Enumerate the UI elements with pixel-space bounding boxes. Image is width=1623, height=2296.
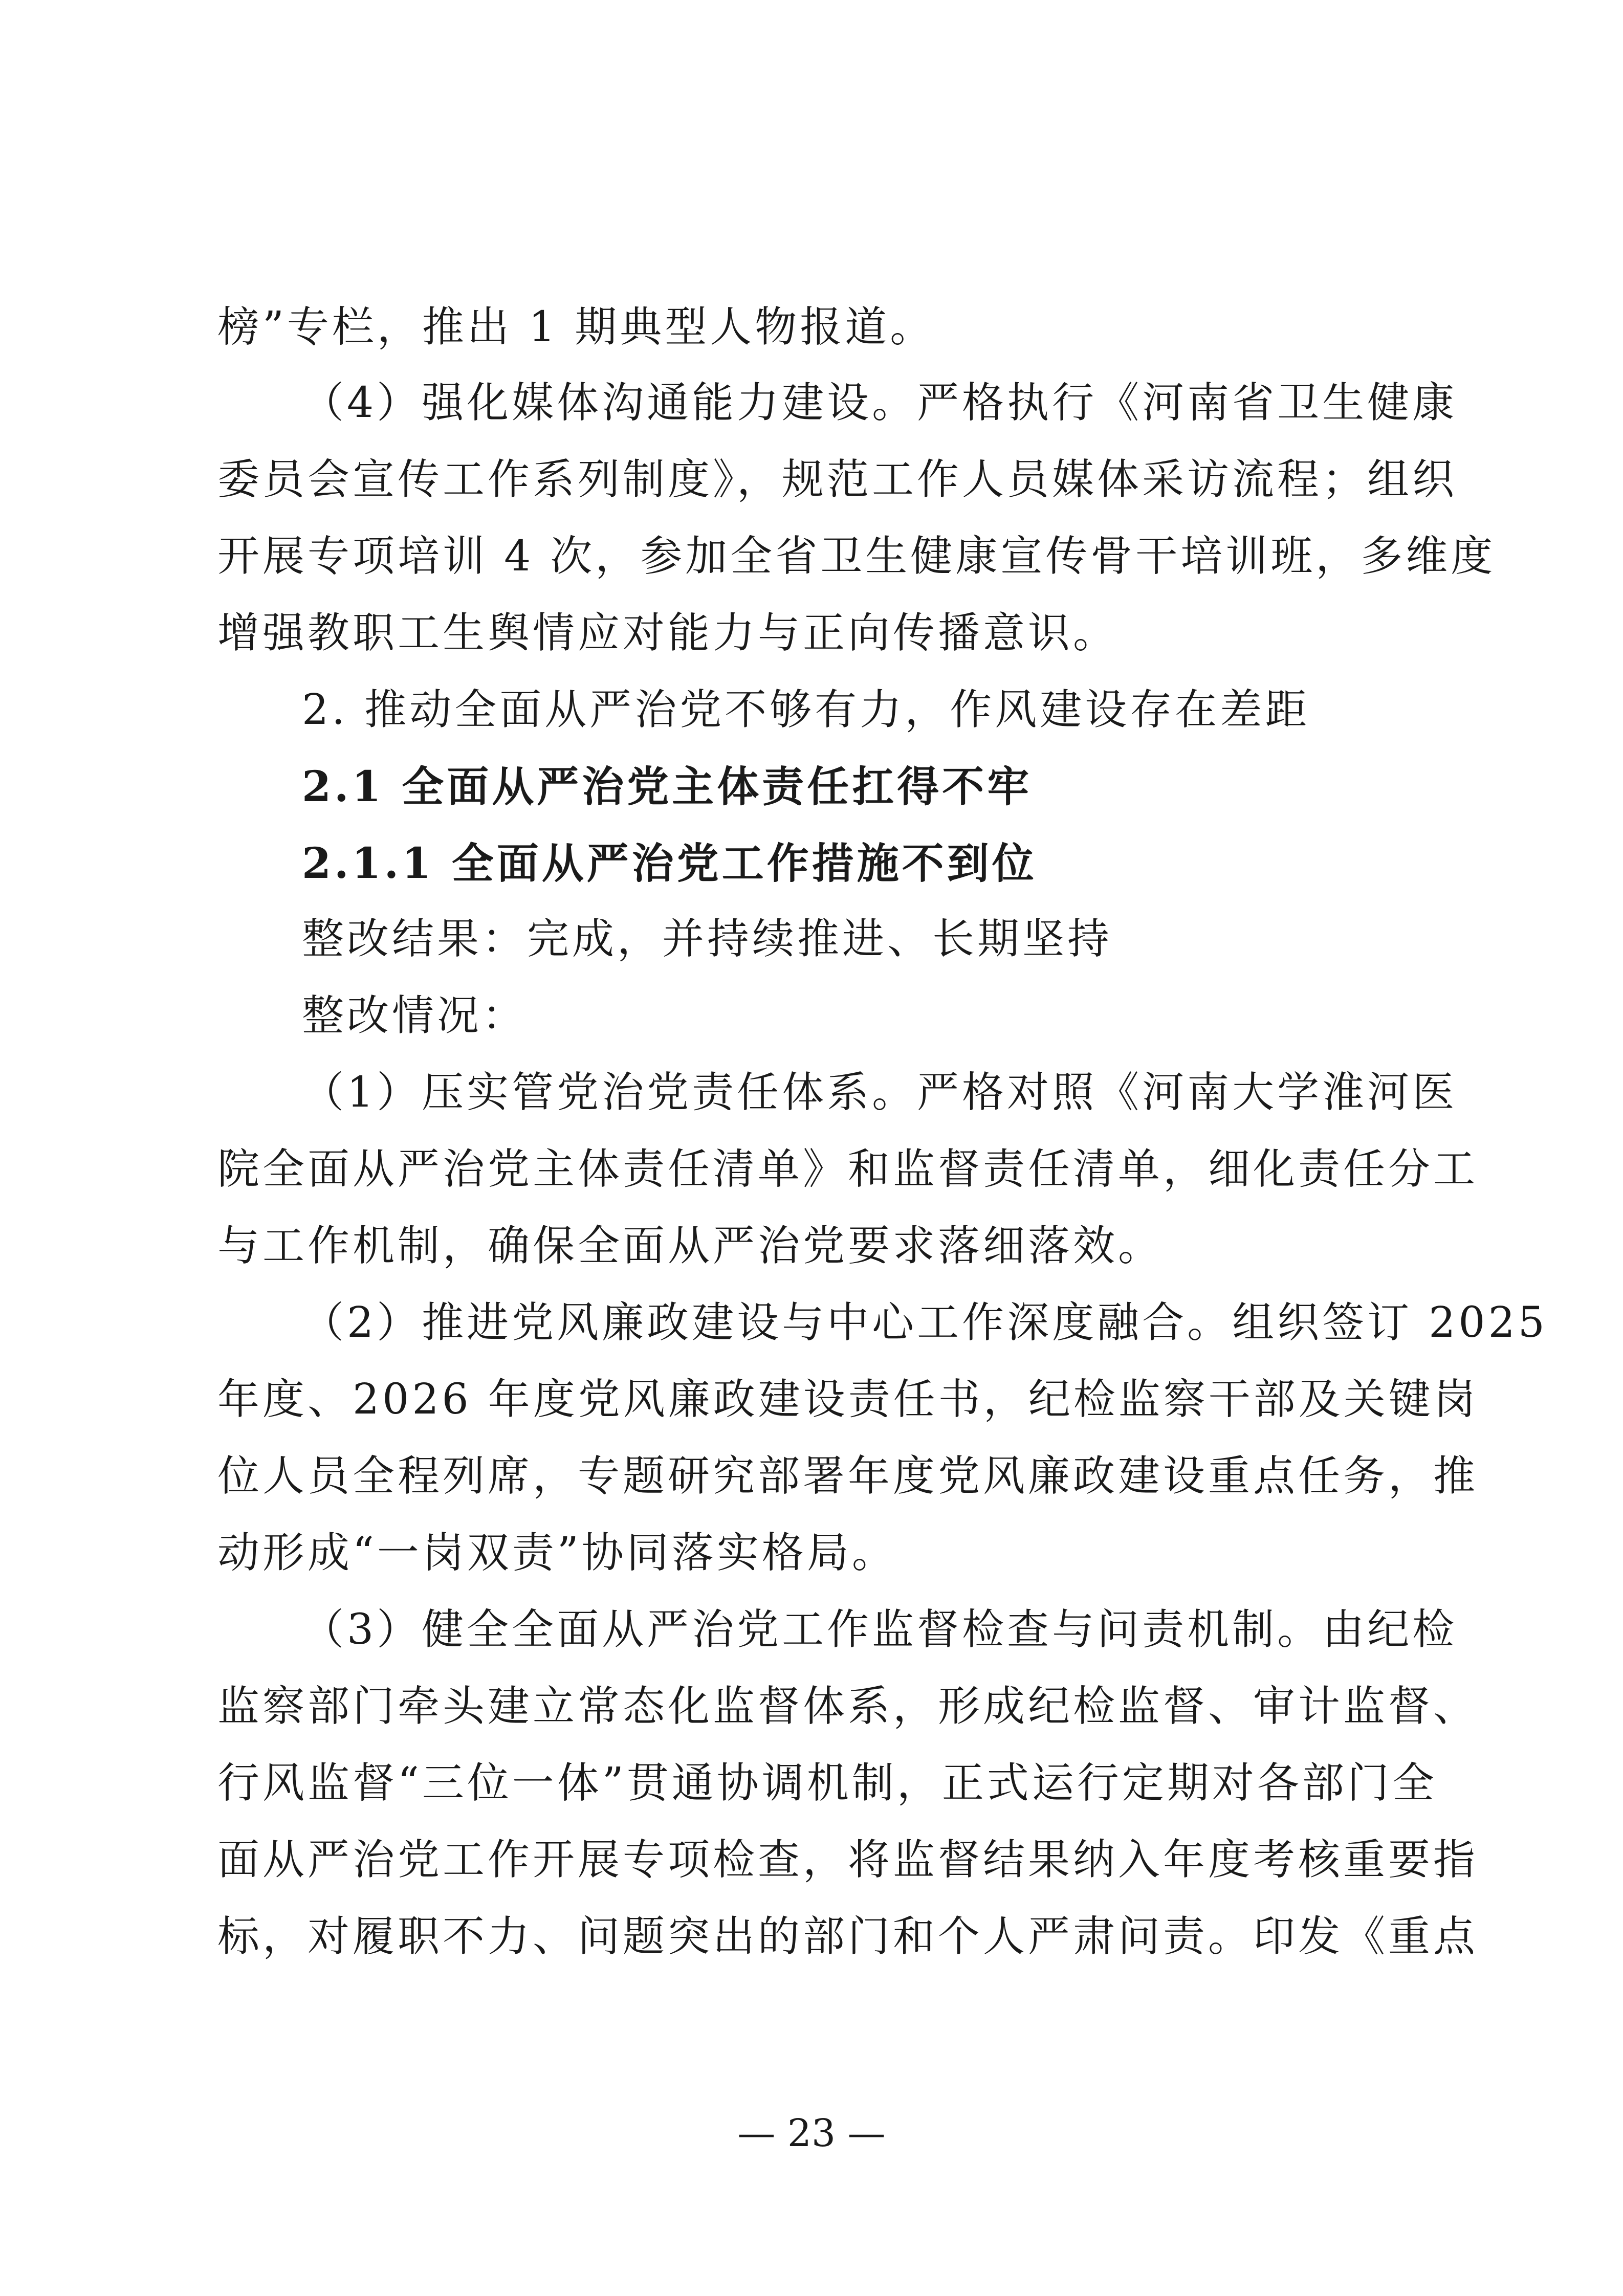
text-line: （3）健全全面从严治党工作监督检查与问责机制。由纪检 [302, 1605, 1458, 1654]
text-line: 年度、2026 年度党风廉政建设责任书，纪检监察干部及关键岗 [217, 1375, 1479, 1424]
rectification-result: 整改结果：完成，并持续推进、长期坚持 [302, 915, 1113, 963]
text-line: 增强教职工生舆情应对能力与正向传播意识。 [217, 609, 1118, 657]
text-line: 行风监督“三位一体”贯通协调机制，正式运行定期对各部门全 [217, 1759, 1437, 1807]
text-line: 榜”专栏，推出 1 期典型人物报道。 [217, 303, 935, 351]
subsection-heading: 2.1 全面从严治党主体责任扛得不牢 [302, 762, 1033, 811]
page-number: — 23 — [737, 2111, 886, 2155]
text-line: （2）推进党风廉政建设与中心工作深度融合。组织签订 2025 [302, 1298, 1548, 1347]
subsubsection-heading: 2.1.1 全面从严治党工作措施不到位 [302, 839, 1037, 888]
text-line: （4）强化媒体沟通能力建设。严格执行《河南省卫生健康 [302, 379, 1458, 427]
section-heading: 2. 推动全面从严治党不够有力，作风建设存在差距 [302, 686, 1310, 734]
text-line: 面从严治党工作开展专项检查，将监督结果纳入年度考核重要指 [217, 1836, 1479, 1884]
text-line: 标，对履职不力、问题突出的部门和个人严肃问责。印发《重点 [217, 1912, 1479, 1961]
text-line: （1）压实管党治党责任体系。严格对照《河南大学淮河医 [302, 1068, 1458, 1117]
text-line: 监察部门牵头建立常态化监督体系，形成纪检监督、审计监督、 [217, 1682, 1479, 1731]
text-line: 动形成“一岗双责”协同落实格局。 [217, 1529, 897, 1577]
text-line: 开展专项培训 4 次，参加全省卫生健康宣传骨干培训班，多维度 [217, 532, 1496, 581]
rectification-status-label: 整改情况： [302, 991, 528, 1040]
text-line: 院全面从严治党主体责任清单》和监督责任清单，细化责任分工 [217, 1145, 1479, 1194]
text-line: 与工作机制，确保全面从严治党要求落细落效。 [217, 1222, 1164, 1270]
text-line: 位人员全程列席，专题研究部署年度党风廉政建设重点任务，推 [217, 1452, 1479, 1500]
text-line: 委员会宣传工作系列制度》，规范工作人员媒体采访流程；组织 [217, 455, 1458, 504]
